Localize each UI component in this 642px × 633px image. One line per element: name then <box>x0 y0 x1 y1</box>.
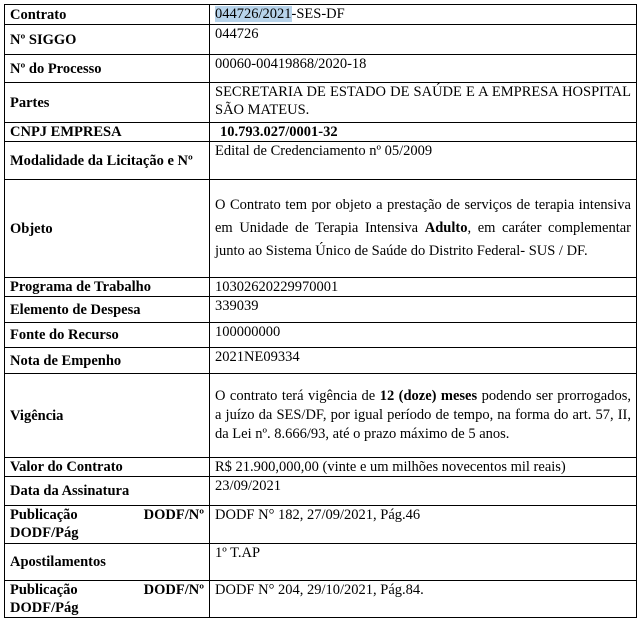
row-label-partes: Partes <box>5 83 210 123</box>
vigencia-text-bold: 12 (doze) meses <box>379 388 478 404</box>
row-value-valor: R$ 21.900,000,00 (vinte e um milhões novecentos mil reais) <box>210 458 637 477</box>
contract-number-suffix: -SES-DF <box>291 6 345 22</box>
objeto-text-1: O Contrato tem por objeto a prestação de serviços de terapia intensiva em Unidade de Terapia Intensiva <box>215 197 631 236</box>
row-value-fonte: 100000000 <box>210 323 637 348</box>
objeto-text-bold: Adulto <box>424 220 468 236</box>
row-label-vigencia: Vigência <box>5 374 210 458</box>
row-label-fonte: Fonte do Recurso <box>5 323 210 348</box>
table-row <box>5 5 637 25</box>
row-label-programa: Programa de Trabalho <box>5 278 210 297</box>
row-label-modalidade: Modalidade da Licitação e Nº <box>5 142 210 180</box>
table-row <box>5 297 637 323</box>
row-value-contrato <box>210 5 637 25</box>
publicacao-2-label-a: Publicação <box>10 582 78 598</box>
row-value-programa: 10302620229970001 <box>210 278 637 297</box>
objeto-text-2: , em caráter complementar junto ao Sistema Único de Saúde do Distrito Federal- SUS / DF. <box>215 220 631 259</box>
row-value-cnpj <box>210 123 637 142</box>
table-row <box>5 323 637 348</box>
publicacao-1-label-b: DODF/Nº <box>143 507 204 523</box>
row-value-vigencia <box>210 374 637 458</box>
table-row <box>5 458 637 477</box>
row-value-publicacao-1: DODF N° 182, 27/09/2021, Pág.46 <box>210 506 637 544</box>
table-row <box>5 25 637 55</box>
contract-number-highlight: 044726/2021 <box>215 6 292 22</box>
table-row <box>5 506 637 544</box>
row-label-valor: Valor do Contrato <box>5 458 210 477</box>
vigencia-text-2: podendo ser prorrogados, a juízo da SES/DF, por igual período de tempo, na forma do art. 57, II, da Lei nº. 8.666/93, até o prazo máximo de 5 anos. <box>215 388 631 442</box>
table-row <box>5 348 637 374</box>
row-label-apostilamentos: Apostilamentos <box>5 544 210 581</box>
row-value-objeto <box>210 180 637 278</box>
table-row <box>5 544 637 581</box>
row-label-objeto: Objeto <box>5 180 210 278</box>
row-label-contrato: Contrato <box>5 5 210 25</box>
table-row <box>5 55 637 83</box>
row-value-empenho: 2021NE09334 <box>210 348 637 374</box>
publicacao-2-label-c: DODF/Pág <box>10 600 79 616</box>
row-value-modalidade: Edital de Credenciamento nº 05/2009 <box>210 142 637 180</box>
row-label-cnpj: CNPJ EMPRESA <box>5 123 210 142</box>
row-label-processo: Nº do Processo <box>5 55 210 83</box>
table-row <box>5 123 637 142</box>
contract-summary-document <box>4 4 636 618</box>
row-value-assinatura: 23/09/2021 <box>210 477 637 506</box>
publicacao-2-label-b: DODF/Nº <box>143 582 204 598</box>
table-row <box>5 83 637 123</box>
row-value-publicacao-2: DODF N° 204, 29/10/2021, Pág.84. <box>210 581 637 618</box>
table-row <box>5 477 637 506</box>
table-row <box>5 374 637 458</box>
publicacao-1-label-c: DODF/Pág <box>10 525 79 541</box>
cnpj-value-text: 10.793.027/0001-32 <box>220 124 338 140</box>
row-value-partes: SECRETARIA DE ESTADO DE SAÚDE E A EMPRESA HOSPITAL SÃO MATEUS. <box>210 83 637 123</box>
row-value-apostilamentos: 1º T.AP <box>210 544 637 581</box>
row-value-elemento: 339039 <box>210 297 637 323</box>
row-label-siggo: Nº SIGGO <box>5 25 210 55</box>
row-value-processo: 00060-00419868/2020-18 <box>210 55 637 83</box>
publicacao-1-label-a: Publicação <box>10 507 78 523</box>
table-row <box>5 180 637 278</box>
row-label-publicacao-2 <box>5 581 210 618</box>
table-row <box>5 142 637 180</box>
table-row <box>5 278 637 297</box>
row-label-publicacao-1 <box>5 506 210 544</box>
table-row <box>5 581 637 618</box>
row-label-elemento: Elemento de Despesa <box>5 297 210 323</box>
contract-table <box>4 4 637 618</box>
row-label-empenho: Nota de Empenho <box>5 348 210 374</box>
row-label-assinatura: Data da Assinatura <box>5 477 210 506</box>
vigencia-text-1: O contrato terá vigência de <box>215 388 380 404</box>
row-value-siggo: 044726 <box>210 25 637 55</box>
